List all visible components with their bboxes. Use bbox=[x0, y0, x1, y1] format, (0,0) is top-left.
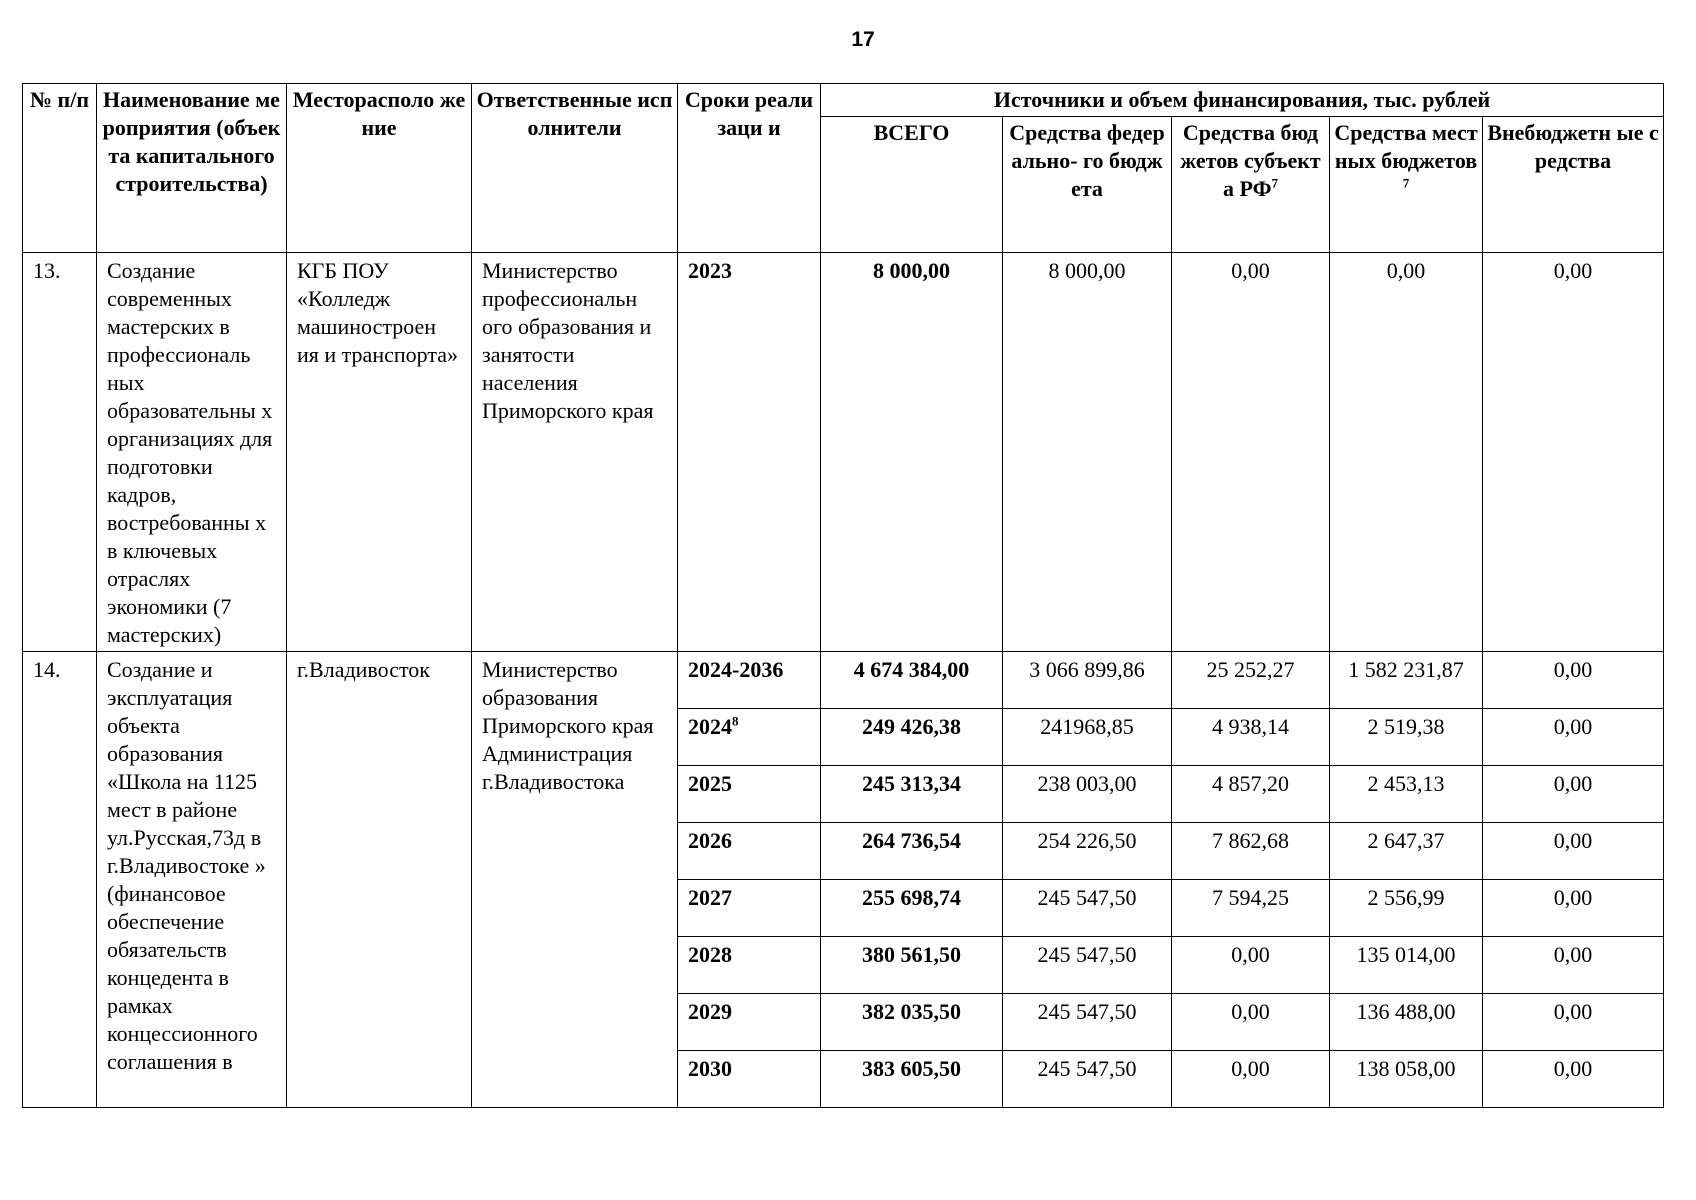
row14-extra: 0,00 bbox=[1483, 1051, 1664, 1108]
header-regional-footnote: 7 bbox=[1271, 175, 1278, 191]
header-total: ВСЕГО bbox=[821, 117, 1003, 253]
row14-period bbox=[678, 709, 821, 766]
row13-regional: 0,00 bbox=[1172, 253, 1330, 652]
row14-federal: 238 003,00 bbox=[1003, 766, 1172, 823]
row14-federal: 245 547,50 bbox=[1003, 937, 1172, 994]
row14-local: 2 647,37 bbox=[1330, 823, 1483, 880]
header-federal: Средства федерально- го бюджета bbox=[1003, 117, 1172, 253]
row14-extra: 0,00 bbox=[1483, 880, 1664, 937]
row14-federal: 3 066 899,86 bbox=[1003, 652, 1172, 709]
row14-name: Создание и эксплуатация объекта образования «Школа на 1125 мест в районе ул.Русская,73д в г.Владивостоке » (финансовое обеспечение обязательств концедента в рамках концессионного соглашения в bbox=[97, 652, 287, 1108]
row14-period: 2029 bbox=[678, 994, 821, 1051]
row13-num: 13. bbox=[23, 253, 97, 652]
table-row-13 bbox=[23, 253, 1664, 652]
row14-regional: 4 857,20 bbox=[1172, 766, 1330, 823]
row13-extra: 0,00 bbox=[1483, 253, 1664, 652]
row14-total: 380 561,50 bbox=[821, 937, 1003, 994]
row14-period-label: 2024 bbox=[688, 714, 732, 739]
header-sources-group: Источники и объем финансирования, тыс. рублей bbox=[821, 84, 1664, 117]
header-responsible: Ответственные исполнители bbox=[472, 84, 678, 253]
row14-federal: 241968,85 bbox=[1003, 709, 1172, 766]
header-name: Наименование мероприятия (объекта капитального строительства) bbox=[97, 84, 287, 253]
header-period: Сроки реализаци и bbox=[678, 84, 821, 253]
header-extra: Внебюджетн ые средства bbox=[1483, 117, 1664, 253]
row14-federal: 254 226,50 bbox=[1003, 823, 1172, 880]
page-number: 17 bbox=[851, 28, 875, 51]
row14-regional: 25 252,27 bbox=[1172, 652, 1330, 709]
row14-total: 255 698,74 bbox=[821, 880, 1003, 937]
row14-regional: 4 938,14 bbox=[1172, 709, 1330, 766]
row14-local: 2 453,13 bbox=[1330, 766, 1483, 823]
header-local-footnote: 7 bbox=[1402, 175, 1410, 191]
header-local bbox=[1330, 117, 1483, 253]
row14-total: 249 426,38 bbox=[821, 709, 1003, 766]
row14-local: 1 582 231,87 bbox=[1330, 652, 1483, 709]
header-regional bbox=[1172, 117, 1330, 253]
row14-period: 2026 bbox=[678, 823, 821, 880]
row14-period: 2028 bbox=[678, 937, 821, 994]
row14-total: 245 313,34 bbox=[821, 766, 1003, 823]
row14-total: 383 605,50 bbox=[821, 1051, 1003, 1108]
row14-regional: 0,00 bbox=[1172, 994, 1330, 1051]
row14-federal: 245 547,50 bbox=[1003, 1051, 1172, 1108]
header-local-label: Средства местных бюджетов bbox=[1334, 120, 1478, 173]
row14-responsible: Министерство образования Приморского края Администрация г.Владивостока bbox=[472, 652, 678, 1108]
row14-extra: 0,00 bbox=[1483, 994, 1664, 1051]
row14-regional: 0,00 bbox=[1172, 937, 1330, 994]
row14-period: 2024-2036 bbox=[678, 652, 821, 709]
row14-local: 135 014,00 bbox=[1330, 937, 1483, 994]
row14-extra: 0,00 bbox=[1483, 652, 1664, 709]
row14-extra: 0,00 bbox=[1483, 766, 1664, 823]
header-location: Месторасполо жение bbox=[287, 84, 472, 253]
row14-extra: 0,00 bbox=[1483, 823, 1664, 880]
financing-table bbox=[22, 83, 1664, 1108]
row13-responsible: Министерство профессиональн ого образования и занятости населения Приморского края bbox=[472, 253, 678, 652]
row14-total: 264 736,54 bbox=[821, 823, 1003, 880]
row13-federal: 8 000,00 bbox=[1003, 253, 1172, 652]
row14-period: 2025 bbox=[678, 766, 821, 823]
row14-total: 4 674 384,00 bbox=[821, 652, 1003, 709]
row14-regional: 0,00 bbox=[1172, 1051, 1330, 1108]
row14-local: 2 519,38 bbox=[1330, 709, 1483, 766]
header-row-1 bbox=[23, 84, 1664, 117]
header-num: № п/п bbox=[23, 84, 97, 253]
row14-num: 14. bbox=[23, 652, 97, 1108]
row14-period: 2030 bbox=[678, 1051, 821, 1108]
table-row-14-year bbox=[23, 652, 1664, 709]
row13-period: 2023 bbox=[678, 253, 821, 652]
row14-total: 382 035,50 bbox=[821, 994, 1003, 1051]
row13-name: Создание современных мастерских в профессиональ ных образовательны х организациях для подготовки кадров, востребованны х в ключевых отраслях экономики (7 мастерских) bbox=[97, 253, 287, 652]
row13-total: 8 000,00 bbox=[821, 253, 1003, 652]
row14-extra: 0,00 bbox=[1483, 937, 1664, 994]
row14-regional: 7 862,68 bbox=[1172, 823, 1330, 880]
row13-location: КГБ ПОУ «Колледж машиностроен ия и транспорта» bbox=[287, 253, 472, 652]
row13-local: 0,00 bbox=[1330, 253, 1483, 652]
row14-local: 2 556,99 bbox=[1330, 880, 1483, 937]
row14-local: 138 058,00 bbox=[1330, 1051, 1483, 1108]
row14-federal: 245 547,50 bbox=[1003, 880, 1172, 937]
row14-period-footnote: 8 bbox=[732, 713, 739, 729]
row14-federal: 245 547,50 bbox=[1003, 994, 1172, 1051]
row14-local: 136 488,00 bbox=[1330, 994, 1483, 1051]
header-regional-label: Средства бюджетов субъекта РФ bbox=[1180, 120, 1321, 201]
row14-regional: 7 594,25 bbox=[1172, 880, 1330, 937]
row14-location: г.Владивосток bbox=[287, 652, 472, 1108]
row14-period: 2027 bbox=[678, 880, 821, 937]
row14-extra: 0,00 bbox=[1483, 709, 1664, 766]
